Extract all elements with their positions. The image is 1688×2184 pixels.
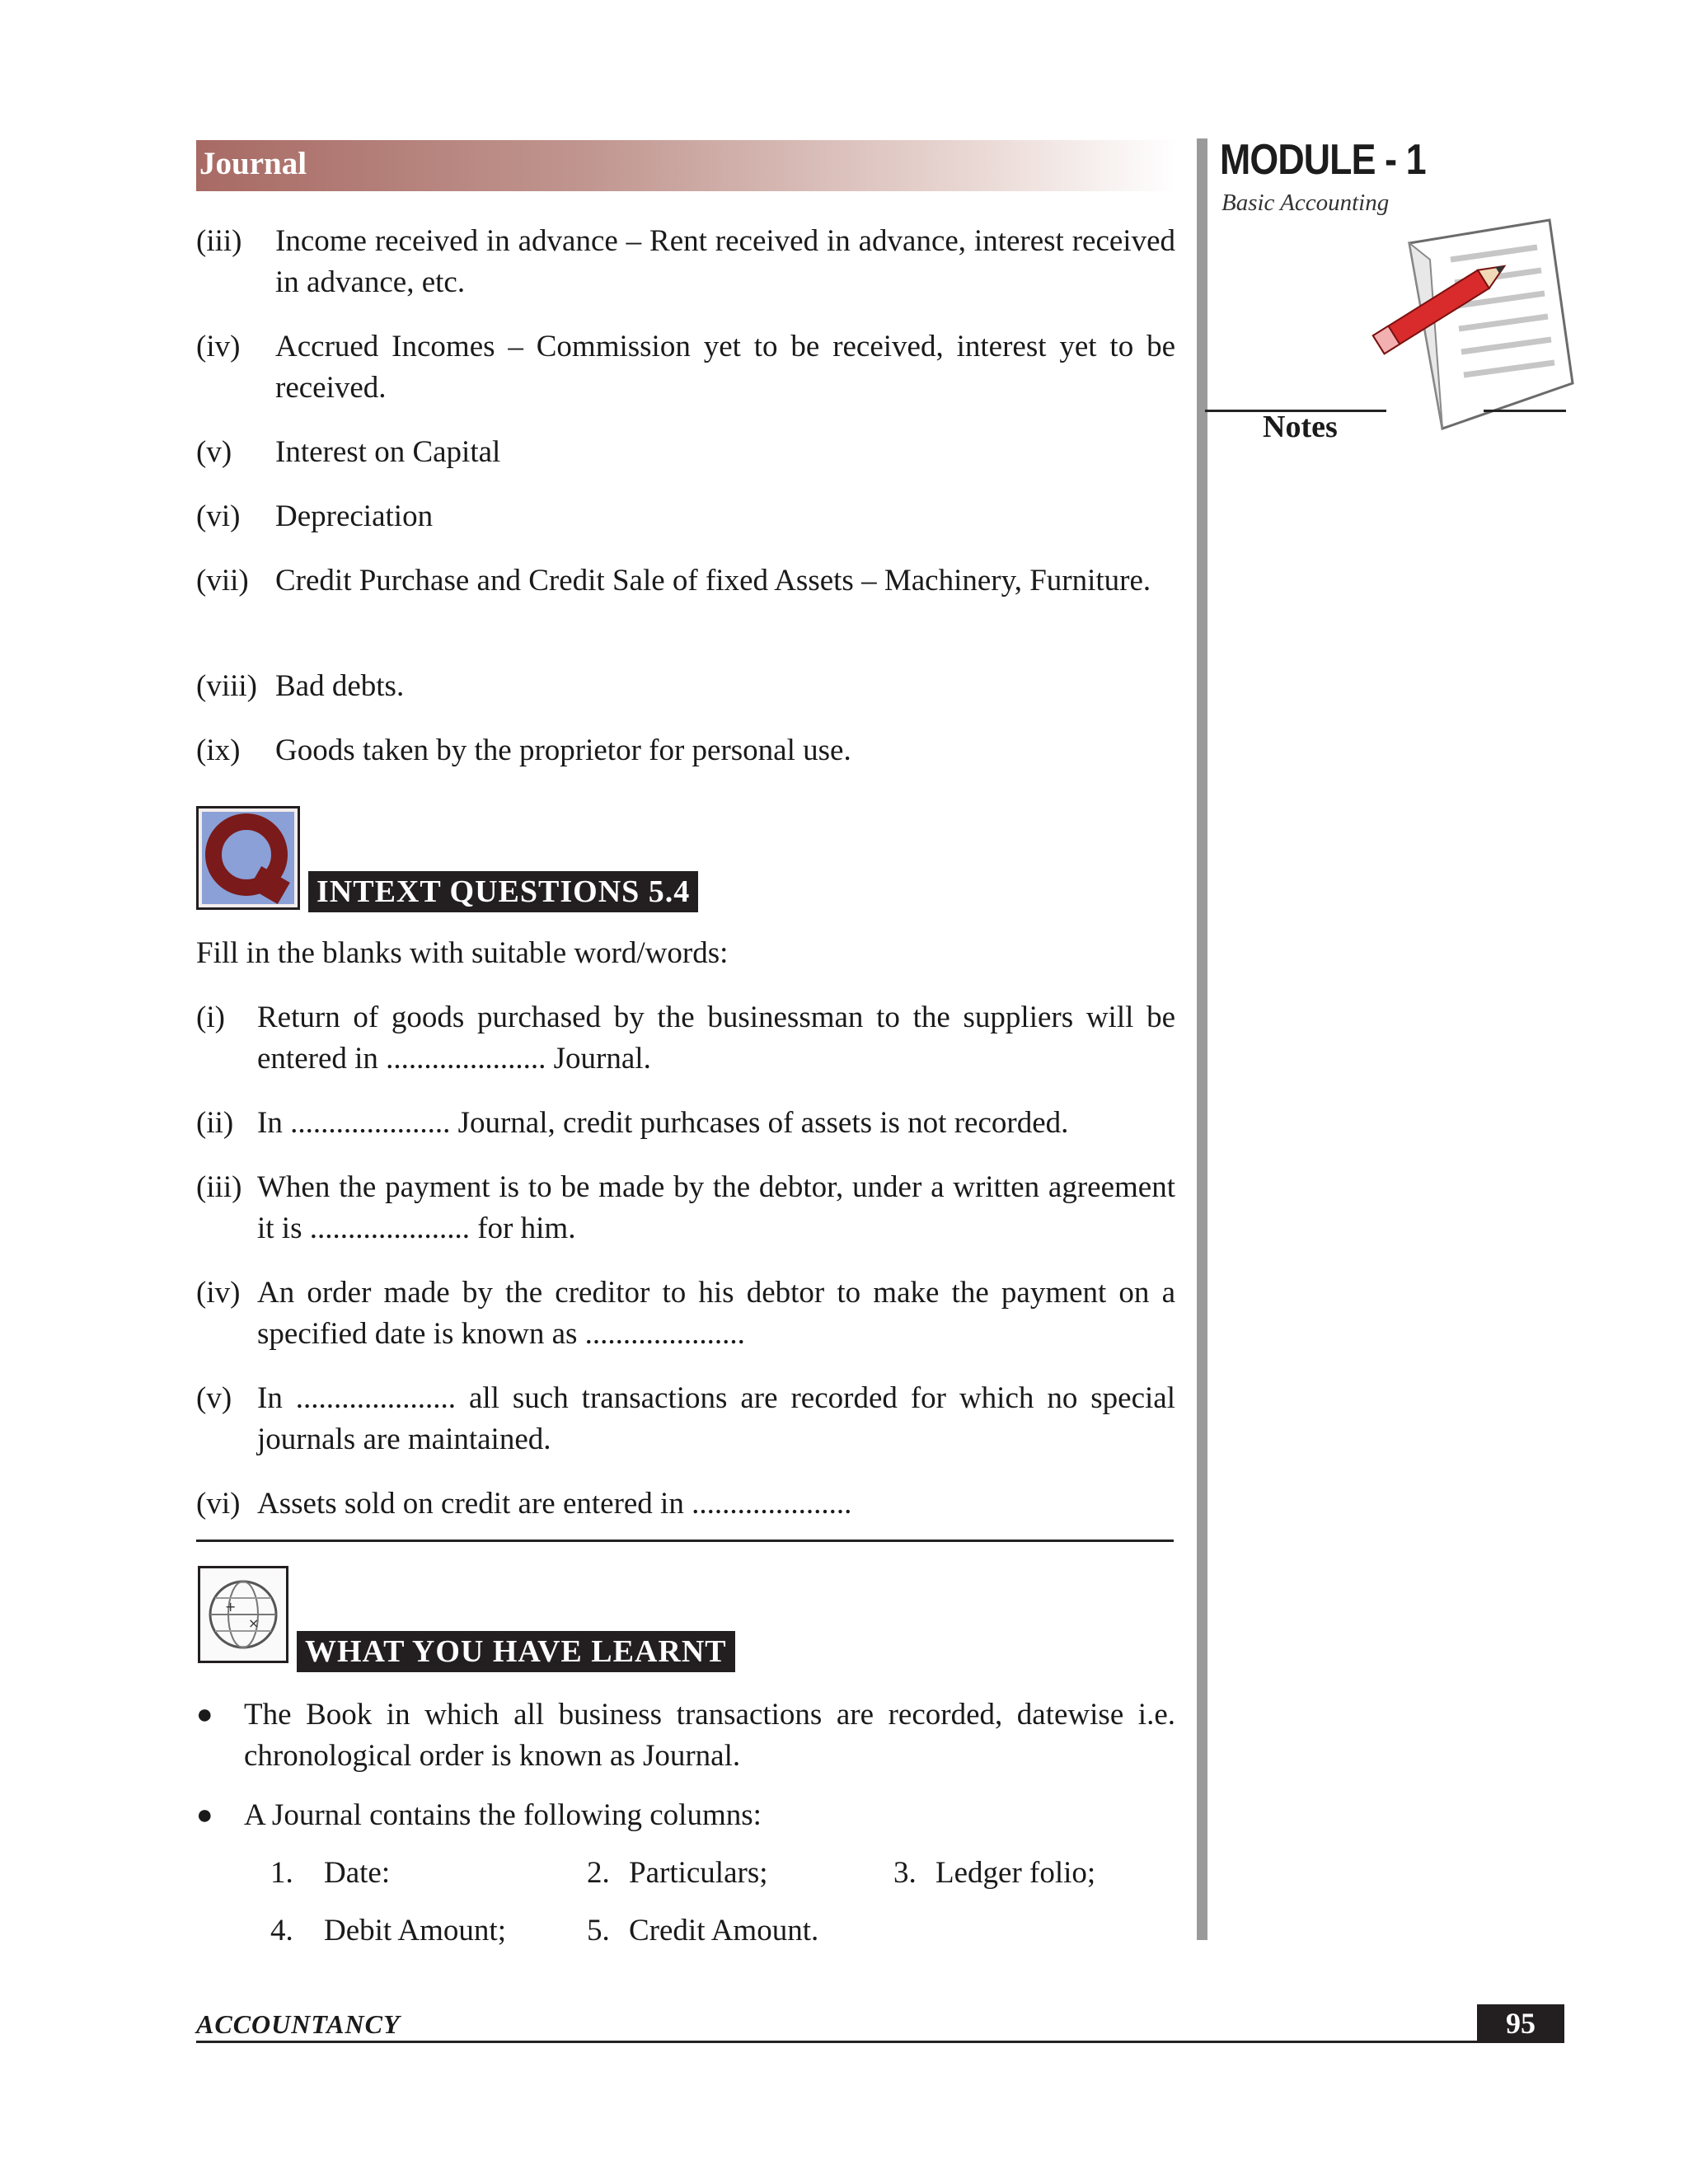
column-item bbox=[270, 1853, 390, 1894]
learnt-heading: WHAT YOU HAVE LEARNT bbox=[297, 1631, 735, 1672]
intext-questions-heading: INTEXT QUESTIONS 5.4 bbox=[308, 871, 698, 912]
question-text: In ..................... all such transactions are recorded for which no special journals are maintained. bbox=[257, 1381, 1175, 1456]
question-item bbox=[196, 1103, 1175, 1144]
column-number: 2. bbox=[587, 1856, 610, 1890]
question-item bbox=[196, 1483, 1175, 1525]
question-text: An order made by the creditor to his debtor to make the payment on a specified date is known as ..................... bbox=[257, 1276, 1175, 1351]
column-number: 4. bbox=[270, 1914, 293, 1947]
list-item bbox=[196, 730, 1175, 771]
question-item bbox=[196, 1378, 1175, 1460]
question-number: (v) bbox=[196, 1381, 232, 1415]
column-item bbox=[893, 1853, 1095, 1894]
list-item bbox=[196, 432, 1175, 473]
list-item-number: (vii) bbox=[196, 564, 249, 598]
intext-instruction: Fill in the blanks with suitable word/words: bbox=[196, 936, 729, 970]
column-label: Particulars; bbox=[629, 1856, 768, 1890]
question-number: (vi) bbox=[196, 1487, 241, 1521]
column-item bbox=[587, 1853, 768, 1894]
list-item-text: Interest on Capital bbox=[275, 435, 501, 469]
bullet-dot-icon: ● bbox=[196, 1699, 213, 1730]
column-item bbox=[270, 1910, 506, 1952]
list-item-text: Credit Purchase and Credit Sale of fixed Assets – Machinery, Furniture. bbox=[275, 564, 1151, 598]
list-item-number: (iii) bbox=[196, 224, 242, 258]
question-number: (i) bbox=[196, 1001, 225, 1034]
question-item bbox=[196, 997, 1175, 1080]
question-number: (ii) bbox=[196, 1106, 234, 1140]
list-item-number: (ix) bbox=[196, 733, 241, 767]
column-label: Credit Amount. bbox=[629, 1914, 819, 1947]
question-text: When the payment is to be made by the debtor, under a written agreement it is ..................... for him. bbox=[257, 1170, 1175, 1245]
list-item-number: (iv) bbox=[196, 330, 241, 363]
list-item bbox=[196, 221, 1175, 303]
list-item bbox=[196, 326, 1175, 409]
column-number: 5. bbox=[587, 1914, 610, 1947]
column-number: 3. bbox=[893, 1856, 917, 1890]
learning-globe-icon bbox=[198, 1566, 288, 1663]
notes-label: Notes bbox=[1263, 410, 1338, 444]
column-label: Debit Amount; bbox=[324, 1914, 506, 1947]
list-item bbox=[196, 560, 1175, 602]
bullet-text: The Book in which all business transactions are recorded, datewise i.e. chronological order is known as Journal. bbox=[244, 1698, 1175, 1773]
bullet-text: A Journal contains the following columns: bbox=[244, 1798, 762, 1832]
module-title: MODULE - 1 bbox=[1220, 136, 1426, 184]
list-item-text: Income received in advance – Rent received in advance, interest received in advance, etc. bbox=[275, 224, 1175, 299]
list-item-number: (vi) bbox=[196, 499, 241, 533]
list-item bbox=[196, 496, 1175, 537]
list-item-number: (viii) bbox=[196, 669, 257, 703]
page-number: 95 bbox=[1477, 2004, 1564, 2042]
footer-rule bbox=[196, 2041, 1564, 2043]
bullet-dot-icon: ● bbox=[196, 1800, 213, 1830]
bullet-item bbox=[196, 1795, 1175, 1836]
column-number: 1. bbox=[270, 1856, 293, 1890]
question-number: (iv) bbox=[196, 1276, 241, 1310]
list-item-text: Bad debts. bbox=[275, 669, 405, 703]
chapter-header-bar bbox=[196, 140, 1177, 191]
question-item bbox=[196, 1272, 1175, 1355]
question-text: Assets sold on credit are entered in ..................... bbox=[257, 1487, 852, 1521]
question-item bbox=[196, 1167, 1175, 1249]
list-item-text: Depreciation bbox=[275, 499, 434, 533]
column-label: Ledger folio; bbox=[935, 1856, 1096, 1890]
question-text: In ..................... Journal, credit purhcases of assets is not recorded. bbox=[257, 1106, 1069, 1140]
module-subtitle: Basic Accounting bbox=[1221, 190, 1390, 216]
footer-subject: ACCOUNTANCY bbox=[196, 2009, 401, 2039]
list-item bbox=[196, 666, 1175, 707]
list-item-text: Goods taken by the proprietor for personal use. bbox=[275, 733, 851, 767]
notes-rule-right bbox=[1484, 410, 1566, 412]
list-item-text: Accrued Incomes – Commission yet to be received, interest yet to be received. bbox=[275, 330, 1175, 405]
bullet-item bbox=[196, 1694, 1175, 1777]
svg-text:×: × bbox=[248, 1615, 260, 1631]
question-text: Return of goods purchased by the businessman to the suppliers will be entered in ..................... Journal. bbox=[257, 1001, 1175, 1076]
list-item-number: (v) bbox=[196, 435, 232, 469]
column-item bbox=[587, 1910, 818, 1952]
svg-text:+: + bbox=[225, 1599, 237, 1615]
column-label: Date: bbox=[324, 1856, 391, 1890]
margin-divider bbox=[1197, 138, 1207, 1940]
question-q-icon bbox=[196, 806, 300, 910]
section-divider bbox=[196, 1540, 1174, 1542]
chapter-title: Journal bbox=[199, 146, 307, 181]
question-number: (iii) bbox=[196, 1170, 242, 1204]
